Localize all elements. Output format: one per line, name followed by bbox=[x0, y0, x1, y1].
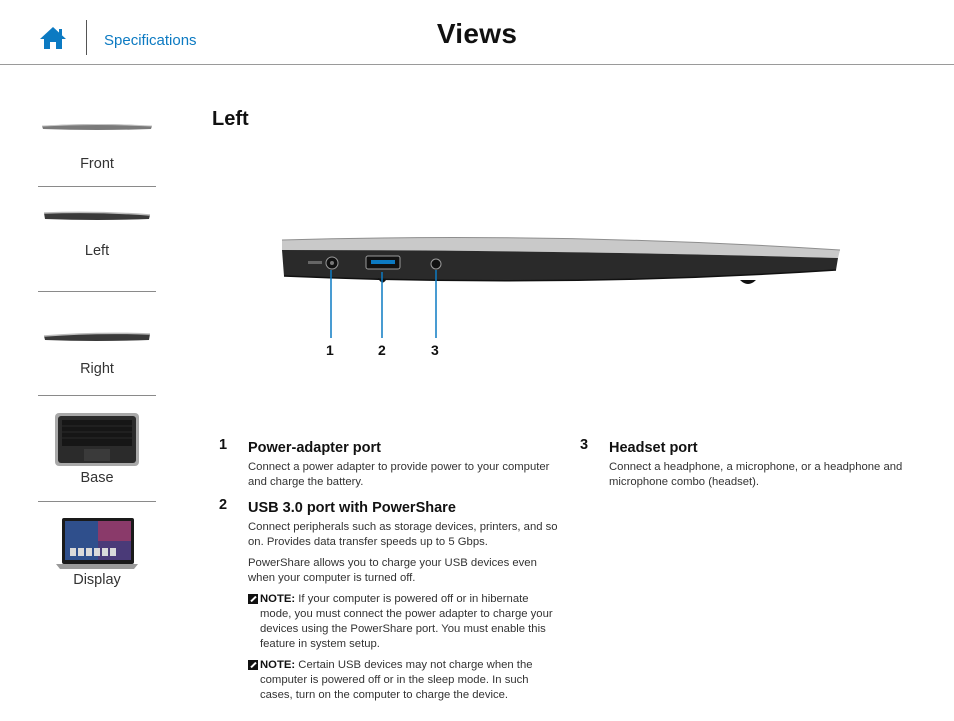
specifications-link[interactable]: Specifications bbox=[104, 32, 197, 49]
note-icon bbox=[248, 594, 258, 604]
note-label: NOTE: bbox=[260, 593, 296, 605]
note bbox=[248, 592, 561, 652]
laptop-left-side-image bbox=[270, 228, 850, 358]
port-item-title: Power-adapter port bbox=[248, 440, 381, 456]
sidebar-item-label: Base bbox=[80, 470, 114, 486]
sidebar-item-label: Front bbox=[80, 156, 114, 172]
sidebar-item-label: Display bbox=[73, 572, 121, 588]
page-title: Views bbox=[436, 18, 518, 49]
laptop-front-thumbnail bbox=[38, 122, 156, 134]
sidebar-item-label: Right bbox=[80, 361, 114, 377]
note bbox=[248, 658, 561, 703]
port-item-number: 1 bbox=[219, 437, 228, 453]
sidebar-item-base[interactable] bbox=[38, 396, 156, 502]
port-item-title: Headset port bbox=[609, 440, 698, 456]
note-label: NOTE: bbox=[260, 659, 296, 671]
port-item-number: 3 bbox=[580, 437, 589, 453]
callout-3: 3 bbox=[431, 342, 439, 358]
port-item bbox=[219, 438, 561, 490]
note-text: If your computer is powered off or in hibernate mode, you must connect the power adapter to charge your devices using the PowerShare port. You must enable this feature in system setup. bbox=[260, 593, 553, 650]
laptop-left-thumbnail bbox=[38, 209, 156, 223]
header bbox=[0, 0, 954, 65]
callout-1: 1 bbox=[326, 342, 334, 358]
port-item-title: USB 3.0 port with PowerShare bbox=[248, 500, 456, 516]
callout-2: 2 bbox=[378, 342, 386, 358]
port-item bbox=[580, 438, 920, 490]
note-text: Certain USB devices may not charge when the computer is powered off or in the sleep mode. In such cases, turn on the computer to charge the device. bbox=[260, 659, 533, 701]
laptop-right-thumbnail bbox=[38, 330, 156, 344]
port-item bbox=[219, 498, 561, 703]
port-item-description: Connect peripherals such as storage devices, printers, and so on. Provides data transfer speeds up to 5 Gbps. bbox=[248, 521, 558, 548]
sidebar-item-right[interactable] bbox=[38, 292, 156, 396]
port-item-description: PowerShare allows you to charge your USB devices even when your computer is turned off. bbox=[248, 557, 537, 584]
port-descriptions-right bbox=[580, 438, 920, 498]
laptop-display-thumbnail bbox=[38, 518, 156, 570]
views-sidebar bbox=[38, 104, 156, 598]
sidebar-item-label: Left bbox=[84, 243, 110, 259]
note-icon bbox=[248, 660, 258, 670]
sidebar-item-left[interactable] bbox=[38, 187, 156, 292]
section-title: Left bbox=[212, 108, 249, 130]
port-descriptions-left bbox=[219, 438, 561, 711]
sidebar-item-front[interactable] bbox=[38, 104, 156, 187]
sidebar-item-display[interactable] bbox=[38, 502, 156, 598]
port-item-description: Connect a power adapter to provide power to your computer and charge the battery. bbox=[248, 461, 550, 488]
laptop-base-thumbnail bbox=[38, 412, 156, 468]
port-item-number: 2 bbox=[219, 497, 228, 513]
port-item-description: Connect a headphone, a microphone, or a headphone and microphone combo (headset). bbox=[609, 461, 903, 488]
